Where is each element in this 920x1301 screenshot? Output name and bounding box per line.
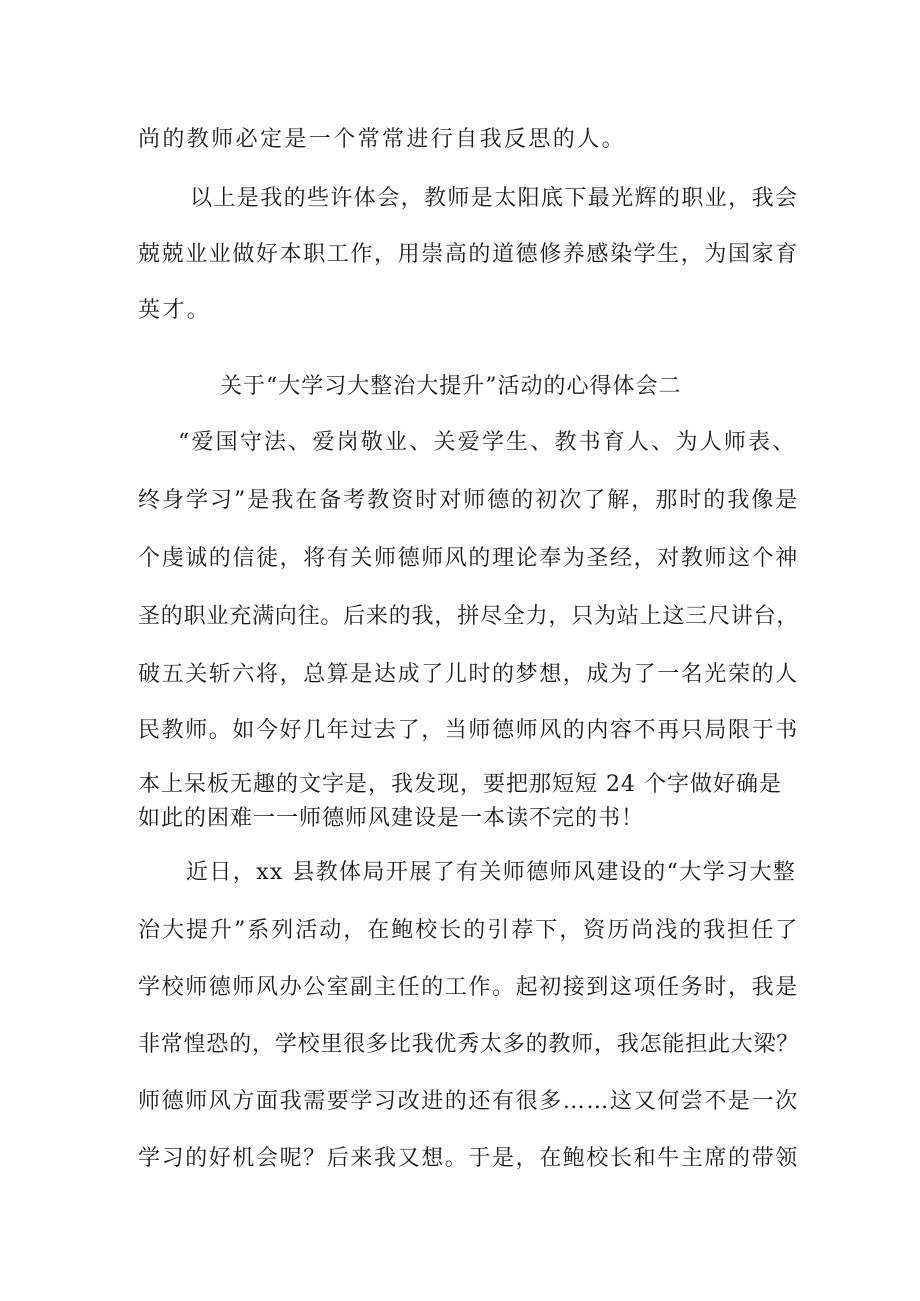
paragraph-2-line: 英才。 <box>138 298 212 323</box>
paragraph-4-line: 近日，xx 县教体局开展了有关师德师风建设的“大学习大整 <box>186 860 797 885</box>
paragraph-4-line: 师德师风方面我需要学习改进的还有很多……这又何尝不是一次 <box>138 1089 799 1114</box>
paragraph-2-line: 兢兢业业做好本职工作，用崇高的道德修养感染学生，为国家育 <box>138 242 799 267</box>
paragraph-3-line: 如此的困难一一师德师风建设是一本读不完的书！ <box>138 806 645 831</box>
paragraph-3-line: 民教师。如今好几年过去了，当师德师风的内容不再只局限于书 <box>138 718 799 743</box>
paragraph-4-line: 学习的好机会呢？后来我又想。于是，在鲍校长和牛主席的带领 <box>138 1146 799 1171</box>
paragraph-4-line: 非常惶恐的，学校里很多比我优秀太多的教师，我怎能担此大梁？ <box>138 1032 800 1057</box>
paragraph-3-line: 个虔诚的信徒，将有关师德师风的理论奉为圣经，对教师这个神 <box>138 546 799 571</box>
paragraph-3-line: 圣的职业充满向往。后来的我，拼尽全力，只为站上这三尺讲台， <box>138 604 800 629</box>
paragraph-4-line: 治大提升”系列活动，在鲍校长的引荐下，资历尚浅的我担任了 <box>138 918 800 943</box>
paragraph-4-line: 学校师德师风办公室副主任的工作。起初接到这项任务时，我是 <box>138 975 799 1000</box>
paragraph-3-line: “爱国守法、爱岗敬业、关爱学生、教书育人、为人师表、 <box>178 430 797 455</box>
paragraph-3-line: 本上呆板无趣的文字是，我发现，要把那短短 24 个字做好确是 <box>138 772 782 797</box>
paragraph-3-line: 终身学习”是我在备考教资时对师德的初次了解，那时的我像是 <box>138 488 800 513</box>
paragraph-1-line: 尚的教师必定是一个常常进行自我反思的人。 <box>138 127 627 152</box>
paragraph-3-line: 破五关斩六将，总算是达成了儿时的梦想，成为了一名光荣的人 <box>138 662 799 687</box>
section-title: 关于“大学习大整治大提升”活动的心得体会二 <box>220 374 682 399</box>
paragraph-2-line: 以上是我的些许体会，教师是太阳底下最光辉的职业，我会 <box>190 186 799 211</box>
